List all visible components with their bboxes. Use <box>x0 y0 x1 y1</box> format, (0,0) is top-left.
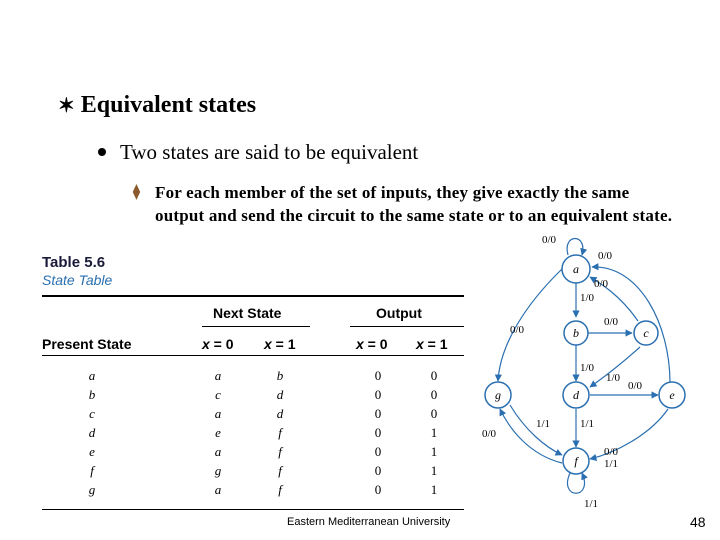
edge-f-g-lower <box>500 409 562 463</box>
table-cell-ns0: c <box>215 387 221 402</box>
output-rule <box>350 326 464 327</box>
table-cell-present: d <box>88 425 96 440</box>
table-cell-ns1: f <box>278 425 282 440</box>
table-cell-out0: 0 <box>374 406 382 421</box>
table-cell-out0: 0 <box>374 482 382 497</box>
table-cell-ns1: f <box>278 444 282 459</box>
out-x1-header: x = 1 <box>416 336 448 352</box>
detail-text: For each member of the set of inputs, they give exactly the same output and send the circuit to the same state or to an equivalent state. <box>155 183 673 225</box>
output-header: Output <box>376 305 422 321</box>
edge-label: 1/1 <box>580 418 595 430</box>
table-bottom-rule <box>42 509 464 510</box>
footer-text: Eastern Mediterranean University <box>287 516 451 528</box>
table-cell-out0: 0 <box>374 444 382 459</box>
next-state-header: Next State <box>213 305 282 321</box>
table-cell-ns0: e <box>215 425 221 440</box>
state-label-a: a <box>573 262 579 276</box>
table-cell-ns1: b <box>276 368 284 383</box>
table-subtitle: State Table <box>42 272 113 288</box>
table-cell-present: g <box>88 482 96 497</box>
table-cell-out0: 0 <box>374 368 382 383</box>
state-diagram <box>470 225 720 515</box>
table-cell-out1: 0 <box>430 368 438 383</box>
out-x0-header: x = 0 <box>356 336 388 352</box>
edge-f-g-upper <box>510 405 562 455</box>
state-label-e: e <box>669 388 675 402</box>
table-cell-out1: 1 <box>430 463 438 478</box>
edge-label: 1/1 <box>584 498 599 510</box>
state-label-d: d <box>573 388 579 402</box>
edge-label: 0/0 <box>604 446 619 458</box>
edge-label: 1/0 <box>580 292 595 304</box>
edge-label: 0/0 <box>604 316 619 328</box>
edge-label: 1/0 <box>580 362 595 374</box>
edge-label: 0/0 <box>542 234 557 246</box>
next-state-rule <box>202 326 310 327</box>
edge-label: 0/0 <box>594 278 609 290</box>
table-cell-ns0: a <box>214 444 222 459</box>
state-label-g: g <box>495 388 501 402</box>
table-cell-ns1: d <box>276 406 284 421</box>
header-bottom-rule <box>42 355 464 356</box>
table-cell-ns0: a <box>214 368 222 383</box>
heading-text: Equivalent states <box>80 92 257 118</box>
state-label-b: b <box>573 326 579 340</box>
table-cell-present: e <box>89 444 95 459</box>
edge-e-f <box>590 409 668 459</box>
table-cell-present: c <box>89 406 95 421</box>
table-cell-out0: 0 <box>374 387 382 402</box>
ns-x0-header: x = 0 <box>202 336 234 352</box>
page-number: 48 <box>690 514 706 530</box>
table-cell-out1: 1 <box>430 425 438 440</box>
table-cell-out0: 0 <box>374 425 382 440</box>
diamond-bullet-icon: ⧫ <box>133 185 140 200</box>
dot-bullet-icon <box>98 148 106 156</box>
present-state-header: Present State <box>42 336 132 352</box>
table-cell-out1: 1 <box>430 444 438 459</box>
state-label-f: f <box>574 454 578 468</box>
edge-label: 1/1 <box>536 418 551 430</box>
edge-g-a <box>498 269 562 381</box>
edge-label: 0/0 <box>510 324 525 336</box>
edge-label: 1/0 <box>606 372 621 384</box>
slide-heading <box>58 92 256 119</box>
table-title: Table 5.6 <box>42 254 106 271</box>
edge-label: 1/1 <box>604 458 619 470</box>
table-cell-present: a <box>88 368 96 383</box>
state-label-c: c <box>643 326 649 340</box>
table-cell-ns1: f <box>278 463 282 478</box>
edge-a-self <box>567 239 583 256</box>
table-cell-out0: 0 <box>374 463 382 478</box>
edge-label: 0/0 <box>628 380 643 392</box>
table-cell-out1: 0 <box>430 406 438 421</box>
table-cell-ns1: d <box>276 387 284 402</box>
table-cell-ns0: a <box>214 406 222 421</box>
table-cell-ns0: a <box>214 482 222 497</box>
subheading <box>98 140 418 165</box>
table-top-rule <box>42 295 464 297</box>
table-cell-present: f <box>90 463 94 478</box>
ns-x1-header: x = 1 <box>264 336 296 352</box>
table-cell-present: b <box>88 387 96 402</box>
table-cell-ns0: g <box>214 463 222 478</box>
subheading-text: Two states are said to be equivalent <box>120 140 419 164</box>
table-cell-out1: 0 <box>430 387 438 402</box>
edge-f-self <box>568 473 585 493</box>
table-cell-out1: 1 <box>430 482 438 497</box>
table-cell-ns1: f <box>278 482 282 497</box>
star-bullet-icon: ✶ <box>58 95 75 117</box>
edge-label: 0/0 <box>482 428 497 440</box>
edge-label: 0/0 <box>598 250 613 262</box>
